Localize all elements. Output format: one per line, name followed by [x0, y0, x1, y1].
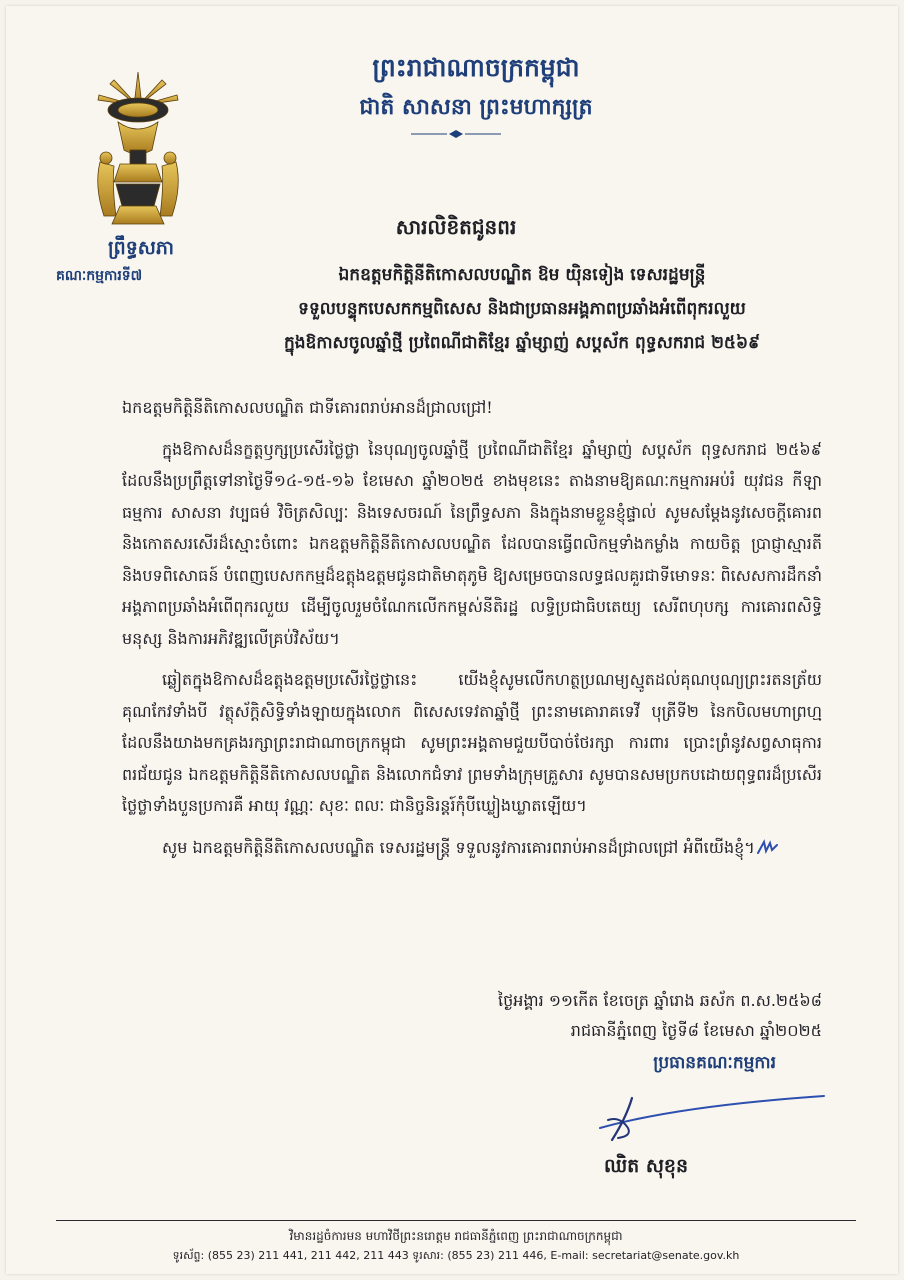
document-type: សារលិខិតជូនពរ	[395, 215, 517, 239]
lunar-date: ថ្ងៃអង្គារ ១១កើត ខែចេត្រ ឆ្នាំរោង ឆស័ក ព.ស.២៥៦៨	[498, 991, 822, 1010]
institution-name: ព្រឹទ្ធសភា	[108, 237, 174, 259]
recipient-line: ក្នុងឱកាសចូលឆ្នាំថ្មី ប្រពៃណីជាតិខ្មែរ ឆ្នាំម្សាញ់ សប្តស័ក ពុទ្ធសករាជ ២៥៦៩	[283, 333, 761, 353]
recipient-line: ឯកឧត្តមកិត្តិនីតិកោសលបណ្ឌិត ឱម យ៉ិនទៀង ទេសរដ្ឋមន្ត្រី	[338, 265, 706, 285]
initials-mark-icon	[755, 839, 779, 857]
recipient-block	[212, 258, 832, 360]
footer-divider	[56, 1220, 856, 1221]
recipient-line: ទទួលបន្ទុកបេសកកម្មពិសេស និងជាប្រធានអង្គភាពប្រឆាំងអំពើពុករលួយ	[298, 299, 746, 319]
closing-text: សូម ឯកឧត្តមកិត្តិនីតិកោសលបណ្ឌិត ទេសរដ្ឋមន្ត្រី ទទួលនូវការគោរពរាប់អានដ៏ជ្រាលជ្រៅ អំពីយើងខ្ញុំ។	[162, 837, 755, 857]
senate-emblem-icon	[90, 66, 186, 231]
footer-contact: ទូរស័ព្ទ: (855 23) 211 441, 211 442, 211 443 ទូរសារ: (855 23) 211 446, E-mail: secretariat@senate.gov.kh	[172, 1249, 740, 1262]
closing-paragraph	[122, 832, 822, 864]
salutation: ឯកឧត្តមកិត្តិនីតិកោសលបណ្ឌិត ជាទីគោរពរាប់អានដ៏ជ្រាលជ្រៅ!	[122, 398, 493, 417]
committee-name: គណៈកម្មការទី៧	[56, 268, 143, 284]
body-paragraph: ឆ្លៀតក្នុងឱកាសដ៏ឧត្តុងឧត្តមប្រសើរថ្លៃថ្លានេះ យើងខ្ញុំសូមលើកហត្ថប្រណម្យស្មូតដល់គុណបុណ្យព្រះរតនត្រ័យគុណកែវទាំងបី វត្ថុស័ក្តិសិទ្ធិទាំងឡាយក្នុងលោក ពិសេសទេវតាឆ្នាំថ្មី ព្រះនាមគោរាគទេវី បុត្រីទី២ នៃកបិលមហាព្រហ្ម ដែលនឹងយាងមកគ្រងរក្សាព្រះរាជាណាចក្រកម្ពុជា សូមព្រះអង្គតាមជួយបីបាច់ថែរក្សា ការពារ ប្រោះព្រំនូវសព្វសាធុការពរជ័យជូន ឯកឧត្តមកិត្តិនីតិកោសលបណ្ឌិត និងលោកជំទាវ ព្រមទាំងក្រុមគ្រួសារ សូមបានសមប្រកបដោយពុទ្ធពរដ៏ប្រសើរថ្លៃថ្លាទាំងបួនប្រការគឺ អាយុ វណ្ណៈ សុខៈ ពលៈ ជានិច្ចនិរន្តរ៍កុំបីឃ្លៀងឃ្លាតឡើយ។	[122, 670, 822, 815]
date-block	[386, 986, 822, 1046]
kingdom-name: ព្រះរាជាណាចក្រកម្ពុជា	[372, 53, 580, 82]
solar-date: រាជធានីភ្នំពេញ ថ្ងៃទី៨ ខែមេសា ឆ្នាំ២០២៥	[570, 1021, 822, 1040]
letter-body	[122, 392, 822, 863]
letter-page	[6, 6, 898, 1274]
signatory-title: ប្រធានគណៈកម្មការ	[653, 1053, 776, 1073]
signatory-name: ឈិត សុខុន	[603, 1155, 689, 1177]
handwritten-signature-icon	[598, 1088, 828, 1148]
letterhead-header	[286, 48, 666, 128]
body-paragraph: ក្នុងឱកាសដ៏នក្ខត្តឫក្សប្រសើរថ្លៃថ្លា នៃបុណ្យចូលឆ្នាំថ្មី ប្រពៃណីជាតិខ្មែរ ឆ្នាំម្សាញ់ សប្តស័ក ពុទ្ធសករាជ ២៥៦៩ ដែលនឹងប្រព្រឹត្តទៅនាថ្ងៃទី១៤-១៥-១៦ ខែមេសា ឆ្នាំ២០២៥ ខាងមុខនេះ តាងនាមឱ្យគណៈកម្មការអប់រំ យុវជន កីឡា ធម្មការ សាសនា វប្បធម៌ វិចិត្រសិល្បៈ និងទេសចរណ៍ នៃព្រឹទ្ធសភា និងក្នុងនាមខ្លួនខ្ញុំផ្ទាល់ សូមសម្តែងនូវសេចក្តីគោរព និងកោតសរសើរដ៏ស្មោះចំពោះ ឯកឧត្តមកិត្តិនីតិកោសលបណ្ឌិត ដែលបានធ្វើពលិកម្មទាំងកម្លាំង កាយចិត្ត ប្រាជ្ញាស្មារតី និងបទពិសោធន៍ បំពេញបេសកកម្មដ៏ឧត្តុងឧត្តមជូនជាតិមាតុភូមិ ឱ្យសម្រេចបានលទ្ធផលគួរជាទីមោទនៈ ពិសេសការដឹកនាំអង្គភាពប្រឆាំងអំពើពុករលួយ ដើម្បីចូលរួមចំណែកលើកកម្ពស់នីតិរដ្ឋ លទ្ធិប្រជាធិបតេយ្យ សេរីពហុបក្ស ការគោរពសិទ្ធិមនុស្ស និងការអភិវឌ្ឍលើគ្រប់វិស័យ។	[122, 439, 822, 648]
national-motto: ជាតិ សាសនា ព្រះមហាក្សត្រ	[359, 95, 593, 120]
footer-address: វិមានរដ្ឋចំការមន មហាវិថីព្រះនរោត្តម រាជធានីភ្នំពេញ ព្រះរាជាណាចក្រកម្ពុជា	[289, 1229, 623, 1243]
ornament-divider-icon	[411, 129, 501, 139]
